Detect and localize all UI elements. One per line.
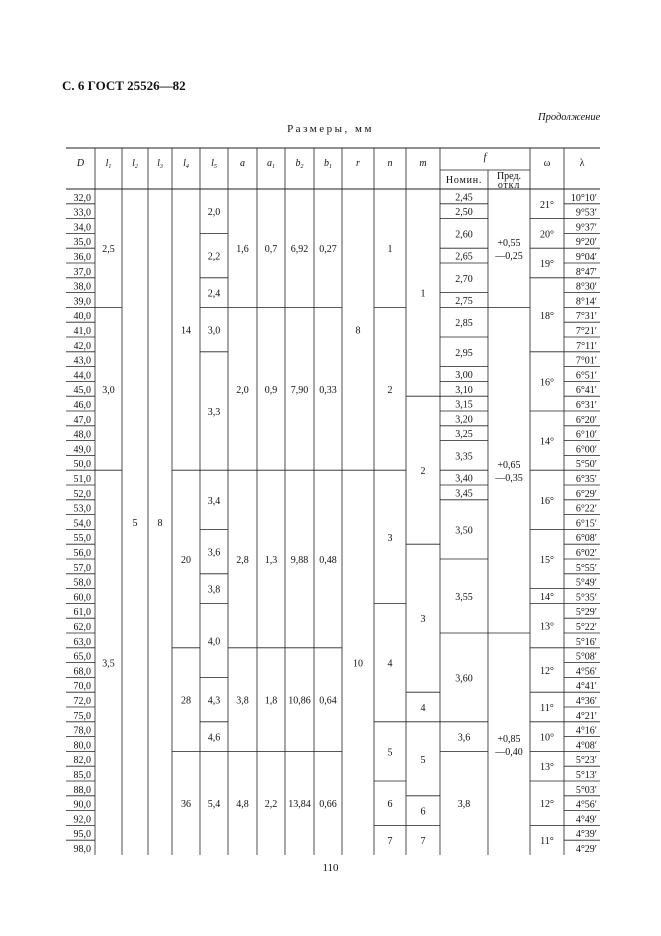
cell-omega: 13° — [540, 621, 554, 633]
cell-D: 92,0 — [73, 814, 91, 826]
cell-a: 4,8 — [236, 799, 249, 811]
cell-l5: 3,0 — [207, 325, 221, 337]
cell-lambda: 5°49′ — [575, 577, 597, 589]
cell-lambda: 6°31′ — [575, 400, 597, 411]
cell-l5: 3,6 — [207, 547, 221, 559]
cell-lambda: 5°35′ — [575, 592, 597, 604]
cell-lambda: 6°00′ — [575, 444, 597, 456]
cell-a: 2,0 — [236, 384, 249, 396]
cell-lambda: 5°03′ — [575, 784, 597, 796]
header-n: n — [387, 158, 393, 169]
cell-lambda: 4°56′ — [575, 666, 597, 678]
cell-D: 70,0 — [73, 681, 91, 693]
header-l5: $l_5$ — [211, 158, 217, 170]
cell-n: 2 — [387, 384, 393, 396]
cell-omega: 10° — [540, 732, 554, 744]
cell-D: 56,0 — [73, 548, 91, 559]
cell-n: 5 — [387, 747, 393, 759]
cell-D: 45,0 — [73, 385, 91, 397]
cell-f-nominal: 3,60 — [455, 673, 473, 685]
cell-D: 57,0 — [73, 562, 91, 574]
cell-l3: 8 — [157, 518, 163, 529]
cell-lambda: 7°11′ — [576, 340, 597, 352]
cell-f-deviation: +0,65 — [497, 460, 521, 472]
cell-omega: 16° — [540, 377, 554, 389]
cell-lambda: 4°08′ — [575, 740, 597, 752]
cell-lambda: 6°08′ — [575, 533, 597, 545]
cell-lambda: 9°20′ — [575, 237, 597, 249]
cell-l1: 3,5 — [102, 658, 115, 670]
cell-lambda: 4°49′ — [575, 814, 597, 826]
cell-f-deviation: —0,35 — [495, 473, 523, 485]
cell-omega: 19° — [540, 259, 554, 270]
cell-f-nominal: 2,65 — [455, 251, 473, 263]
cell-f-nominal: 2,70 — [455, 273, 473, 285]
cell-D: 53,0 — [73, 503, 91, 515]
cell-lambda: 6°51′ — [575, 370, 597, 382]
cell-f-nominal: 3,55 — [455, 592, 473, 603]
header-b1: $b_1$ — [324, 158, 332, 170]
cell-lambda: 5°29′ — [575, 607, 597, 619]
cell-f-nominal: 3,00 — [455, 370, 473, 381]
cell-a1: 0,9 — [264, 384, 278, 396]
cell-l4: 28 — [181, 695, 191, 707]
cell-D: 80,0 — [73, 740, 91, 752]
cell-lambda: 4°41′ — [575, 681, 597, 693]
cell-b2: 13,84 — [288, 799, 311, 811]
cell-omega: 20° — [540, 229, 554, 241]
cell-lambda: 7°01′ — [575, 355, 597, 367]
cell-f-nominal: 2,75 — [455, 296, 473, 307]
cell-lambda: 6°35′ — [575, 474, 597, 485]
cell-b1: 0,27 — [319, 244, 337, 256]
cell-omega: 15° — [540, 555, 554, 566]
cell-l5: 4,6 — [207, 732, 221, 744]
cell-b2: 9,88 — [290, 555, 309, 566]
cell-D: 38,0 — [73, 281, 91, 293]
cell-l5: 4,0 — [207, 636, 221, 648]
cell-l5: 5,4 — [207, 799, 221, 811]
cell-lambda: 6°29′ — [575, 488, 597, 500]
cell-f-nominal: 3,6 — [457, 732, 471, 744]
cell-a: 3,8 — [236, 695, 249, 707]
cell-D: 36,0 — [73, 252, 91, 263]
cell-l1: 2,5 — [102, 244, 115, 256]
cell-l5: 2,0 — [207, 207, 221, 219]
cell-D: 44,0 — [73, 370, 91, 382]
cell-l5: 3,8 — [207, 584, 221, 596]
cell-lambda: 4°56′ — [575, 799, 597, 811]
cell-f-nominal: 2,45 — [455, 192, 473, 204]
cell-a1: 0,7 — [264, 244, 278, 256]
header-f: f — [483, 152, 487, 163]
cell-D: 43,0 — [73, 355, 91, 367]
cell-lambda: 8°47′ — [575, 266, 597, 278]
cell-D: 82,0 — [73, 755, 91, 767]
cell-D: 33,0 — [73, 207, 91, 219]
cell-n: 1 — [387, 244, 393, 256]
cell-m: 4 — [420, 703, 426, 714]
header-a: a — [240, 158, 245, 169]
cell-b2: 6,92 — [290, 244, 309, 256]
cell-lambda: 9°04′ — [575, 252, 597, 263]
cell-lambda: 7°31′ — [575, 311, 597, 323]
cell-lambda: 4°36′ — [575, 696, 597, 707]
cell-lambda: 4°39′ — [575, 829, 597, 841]
cell-l4: 14 — [181, 325, 191, 337]
header-l1: $l_1$ — [105, 158, 112, 170]
cell-lambda: 4°16′ — [575, 725, 597, 737]
cell-f-nominal: 2,50 — [455, 207, 473, 219]
cell-D: 37,0 — [73, 266, 91, 278]
cell-lambda: 5°08′ — [575, 651, 597, 663]
cell-lambda: 5°50′ — [575, 459, 597, 471]
cell-n: 4 — [387, 658, 393, 670]
cell-omega: 11° — [540, 836, 554, 848]
cell-omega: 14° — [540, 436, 554, 448]
cell-lambda: 4°21′ — [575, 710, 597, 722]
cell-f-nominal: 3,25 — [455, 429, 473, 441]
cell-D: 35,0 — [73, 237, 91, 249]
cell-lambda: 6°10′ — [575, 429, 597, 441]
cell-D: 47,0 — [73, 414, 91, 426]
cell-m: 3 — [420, 614, 426, 626]
cell-lambda: 5°13′ — [575, 770, 597, 781]
cell-D: 55,0 — [73, 533, 91, 545]
cell-lambda: 5°55′ — [575, 562, 597, 574]
header-r: r — [356, 158, 360, 169]
cell-r: 10 — [353, 658, 363, 670]
cell-f-deviation: +0,55 — [497, 238, 521, 250]
cell-lambda: 8°14′ — [575, 296, 597, 308]
cell-a1: 1,8 — [264, 695, 278, 707]
cell-D: 40,0 — [73, 311, 91, 323]
cell-D: 41,0 — [73, 326, 91, 337]
header-l4: $l_4$ — [183, 158, 189, 170]
cell-f-deviation: +0,85 — [497, 734, 521, 745]
cell-D: 63,0 — [73, 636, 91, 648]
cell-D: 90,0 — [73, 799, 91, 811]
cell-f-nominal: 3,20 — [455, 414, 473, 426]
cell-D: 95,0 — [73, 829, 91, 841]
cell-a1: 1,3 — [264, 555, 278, 566]
cell-f-deviation: —0,40 — [495, 747, 523, 758]
cell-l4: 20 — [181, 555, 191, 566]
cell-lambda: 6°15′ — [575, 518, 597, 530]
cell-l5: 3,4 — [207, 495, 221, 507]
cell-lambda: 9°37′ — [575, 222, 597, 234]
cell-f-deviation: —0,25 — [495, 251, 523, 263]
cell-lambda: 5°16′ — [575, 636, 597, 648]
cell-D: 42,0 — [73, 340, 91, 352]
cell-D: 32,0 — [73, 192, 91, 204]
cell-b2: 10,86 — [288, 695, 311, 707]
cell-D: 54,0 — [73, 518, 91, 530]
cell-D: 52,0 — [73, 488, 91, 500]
cell-f-nominal: 3,40 — [455, 473, 473, 485]
header-a1: $a_1$ — [267, 158, 275, 170]
cell-m: 5 — [420, 754, 426, 766]
cell-f-nominal: 3,35 — [455, 451, 473, 463]
cell-omega: 11° — [540, 703, 554, 714]
cell-lambda: 9°53′ — [575, 207, 597, 219]
cell-n: 6 — [387, 799, 393, 811]
cell-D: 39,0 — [73, 296, 91, 308]
cell-lambda: 10°10′ — [570, 192, 597, 204]
cell-D: 62,0 — [73, 622, 91, 633]
cell-D: 61,0 — [73, 607, 91, 619]
cell-m: 6 — [420, 806, 426, 818]
cell-l1: 3,0 — [102, 384, 115, 396]
cell-D: 58,0 — [73, 577, 91, 589]
cell-lambda: 6°02′ — [575, 548, 597, 559]
cell-D: 75,0 — [73, 710, 91, 722]
cell-D: 68,0 — [73, 666, 91, 678]
document-header: С. 6 ГОСТ 25526—82 — [62, 78, 186, 93]
cell-omega: 16° — [540, 495, 554, 507]
cell-f-nominal: 2,95 — [455, 347, 473, 359]
cell-b1: 0,64 — [319, 695, 337, 707]
table-caption: Размеры, мм — [287, 123, 374, 135]
cell-a: 2,8 — [236, 555, 249, 566]
cell-m: 7 — [420, 836, 426, 848]
cell-D: 46,0 — [73, 400, 91, 411]
cell-lambda: 7°21′ — [575, 326, 597, 337]
header-f-nominal: Номин. — [445, 175, 483, 186]
cell-D: 51,0 — [73, 474, 91, 485]
page-number: 110 — [322, 862, 339, 874]
cell-D: 60,0 — [73, 592, 91, 604]
cell-D: 72,0 — [73, 696, 91, 707]
cell-b1: 0,33 — [319, 384, 337, 396]
cell-D: 98,0 — [73, 844, 91, 855]
cell-a: 1,6 — [236, 244, 249, 256]
cell-lambda: 5°23′ — [575, 755, 597, 767]
cell-l5: 3,3 — [207, 407, 221, 418]
cell-f-nominal: 3,15 — [455, 399, 473, 411]
header-l3: $l_3$ — [157, 158, 163, 170]
cell-omega: 12° — [540, 666, 554, 677]
header-m: m — [419, 158, 427, 169]
header-f-deviation: Пред. — [496, 171, 522, 182]
cell-lambda: 6°20′ — [575, 414, 597, 426]
cell-f-nominal: 2,60 — [455, 229, 473, 241]
cell-D: 49,0 — [73, 444, 91, 456]
header-l2: $l_2$ — [132, 158, 138, 170]
cell-D: 78,0 — [73, 725, 91, 737]
cell-D: 65,0 — [73, 651, 91, 663]
table-header — [76, 152, 585, 191]
header-omega: ω — [543, 158, 551, 169]
cell-D: 88,0 — [73, 784, 91, 796]
cell-f-nominal: 3,45 — [455, 488, 473, 500]
cell-D: 48,0 — [73, 429, 91, 441]
cell-r: 8 — [355, 325, 361, 337]
header-lambda: λ — [579, 158, 585, 169]
cell-D: 85,0 — [73, 770, 91, 781]
cell-omega: 13° — [540, 762, 554, 774]
header-b2: $b_2$ — [295, 158, 304, 170]
cell-lambda: 4°29′ — [575, 844, 597, 855]
cell-lambda: 8°30′ — [575, 281, 597, 293]
cell-f-nominal: 3,50 — [455, 525, 473, 537]
cell-D: 50,0 — [73, 459, 91, 471]
cell-f-nominal: 3,10 — [455, 384, 473, 396]
cell-l5: 2,4 — [207, 288, 221, 300]
cell-f-nominal: 2,85 — [455, 318, 473, 330]
cell-m: 2 — [420, 466, 426, 478]
cell-lambda: 5°22′ — [575, 622, 597, 633]
cell-a1: 2,2 — [264, 799, 278, 811]
cell-lambda: 6°22′ — [575, 503, 597, 515]
cell-n: 7 — [387, 836, 393, 848]
cell-l5: 2,2 — [207, 251, 221, 263]
cell-l2: 5 — [132, 518, 138, 529]
continuation-label: Продолжение — [538, 112, 601, 123]
cell-omega: 21° — [540, 199, 554, 211]
cell-omega: 14° — [540, 592, 554, 603]
cell-D: 34,0 — [73, 222, 91, 234]
cell-b1: 0,48 — [319, 555, 337, 566]
table-body — [74, 192, 598, 855]
cell-omega: 18° — [540, 310, 554, 322]
cell-l4: 36 — [181, 799, 191, 811]
cell-f-nominal: 3,8 — [457, 799, 471, 811]
cell-l5: 4,3 — [207, 695, 221, 707]
cell-b1: 0,66 — [319, 799, 337, 811]
cell-n: 3 — [387, 532, 393, 544]
cell-lambda: 6°41′ — [575, 385, 597, 397]
cell-omega: 12° — [540, 799, 554, 811]
cell-b2: 7,90 — [290, 384, 309, 396]
header-D: D — [76, 158, 85, 169]
header-f-deviation-2: откл — [497, 180, 521, 191]
cell-m: 1 — [420, 288, 426, 300]
